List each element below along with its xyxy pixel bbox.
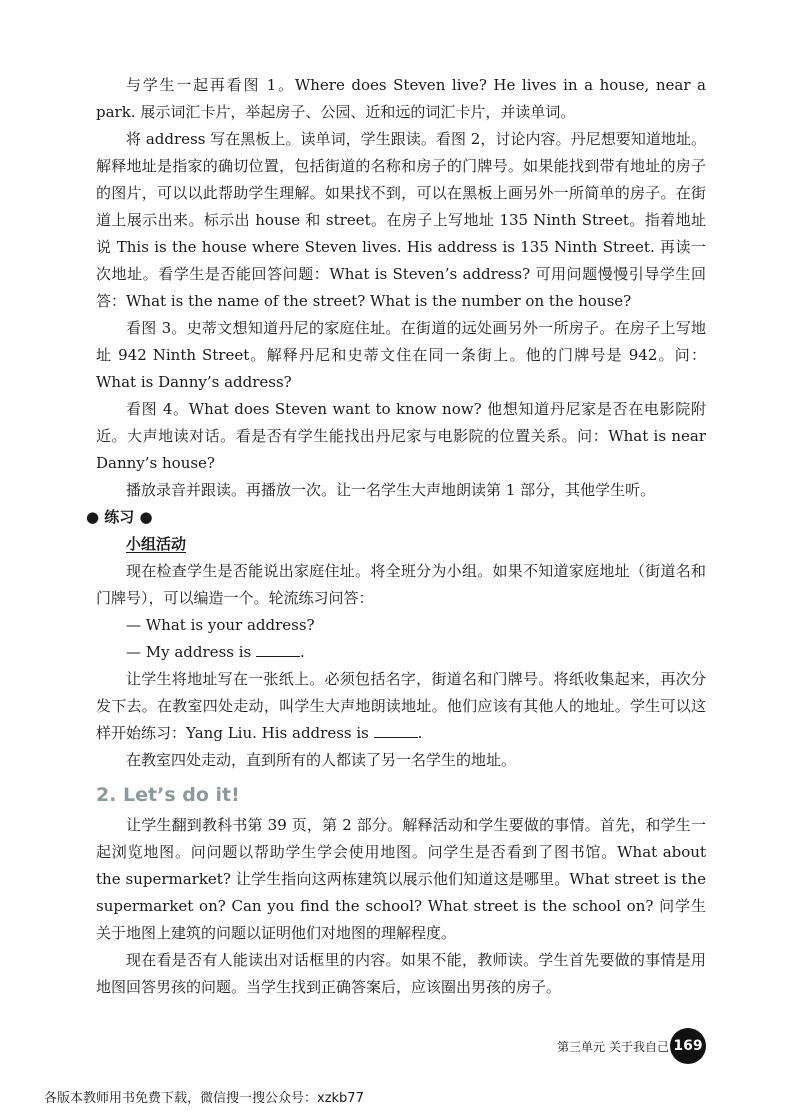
section-2-heading: 2. Let’s do it!	[96, 784, 240, 806]
paragraph-practice-intro: 现在检查学生是否能说出家庭住址。将全班分为小组。如果不知道家庭地址（街道名和门牌号），可以编造一个。轮流练习问答：	[96, 562, 706, 607]
dialogue-answer	[96, 639, 706, 666]
group-activity-heading: 小组活动	[126, 535, 187, 553]
page-body	[86, 72, 706, 1001]
paragraph-address-explanation: 将 address 写在黑板上。读单词，学生跟读。看图 2，讨论内容。丹尼想要知道地址。解释地址是指家的确切位置，包括街道的名称和房子的门牌号。如果能找到带有地址的房子的图片，可以以此帮助学生理解。如果找不到，可以在黑板上画另外一所简单的房子。在街道上展示出来。标示出 house 和 street。在房子上写地址 135 Ninth Street。指着地址说 This is the house where Steven lives. His address is 135 Ninth Street. 再读一次地址。看学生是否能回答问题：What is Steven’s address? 可用问题慢慢引导学生回答：What is the name of the street? What is the number on the house?	[96, 130, 706, 310]
unit-label: 第三单元 关于我自己	[557, 1040, 669, 1054]
answer-blank	[256, 642, 300, 657]
dialogue-question: — What is your address?	[126, 616, 315, 634]
paragraph-write-address	[96, 666, 706, 747]
write-address-text: 让学生将地址写在一张纸上。必须包括名字，街道名和门牌号。将纸收集起来，再次分发下去。在教室四处走动，叫学生大声地朗读地址。他们应该有其他人的地址。学生可以这样开始练习：Yang Liu. His address is	[96, 670, 706, 742]
address-blank	[374, 723, 418, 738]
paragraph-picture-4: 看图 4。What does Steven want to know now? 他想知道丹尼家是否在电影院附近。大声地读对话。看是否有学生能找出丹尼家与电影院的位置关系。问：What is near Danny’s house?	[96, 400, 706, 472]
paragraph-play-recording: 播放录音并跟读。再播放一次。让一名学生大声地朗读第 1 部分，其他学生听。	[126, 481, 656, 499]
paragraph-map-activity: 让学生翻到教科书第 39 页，第 2 部分。解释活动和学生要做的事情。首先，和学生一起浏览地图。问问题以帮助学生学会使用地图。问学生是否看到了图书馆。What about the supermarket? 让学生指向这两栋建筑以展示他们知道这是哪里。What street is the supermarket on? Can you find the school? What street is the school on? 问学生关于地图上建筑的问题以证明他们对地图的理解程度。	[96, 816, 706, 942]
dialogue-answer-period: .	[300, 643, 305, 661]
page-number-badge: 169	[670, 1028, 706, 1064]
paragraph-picture-3: 看图 3。史蒂文想知道丹尼的家庭住址。在街道的远处画另外一所房子。在房子上写地址 942 Ninth Street。解释丹尼和史蒂文住在同一条街上。他的门牌号是 942。问：What is Danny’s address?	[96, 319, 706, 391]
dialogue-answer-text: — My address is	[126, 643, 252, 661]
watermark-text: 各版本教师用书免费下载，微信搜一搜公众号：xzkb77	[44, 1091, 364, 1106]
practice-section-marker: ● 练习 ●	[86, 508, 153, 526]
write-address-period: .	[417, 724, 423, 742]
paragraph-review-picture-1: 与学生一起再看图 1。Where does Steven live? He lives in a house, near a park. 展示词汇卡片，举起房子、公园、近和远的词汇卡片，并读单词。	[96, 76, 706, 121]
paragraph-walk-around: 在教室四处走动，直到所有的人都读了另一名学生的地址。	[126, 751, 517, 769]
paragraph-dialogue-box: 现在看是否有人能读出对话框里的内容。如果不能，教师读。学生首先要做的事情是用地图回答男孩的问题。当学生找到正确答案后，应该圈出男孩的房子。	[96, 951, 706, 996]
